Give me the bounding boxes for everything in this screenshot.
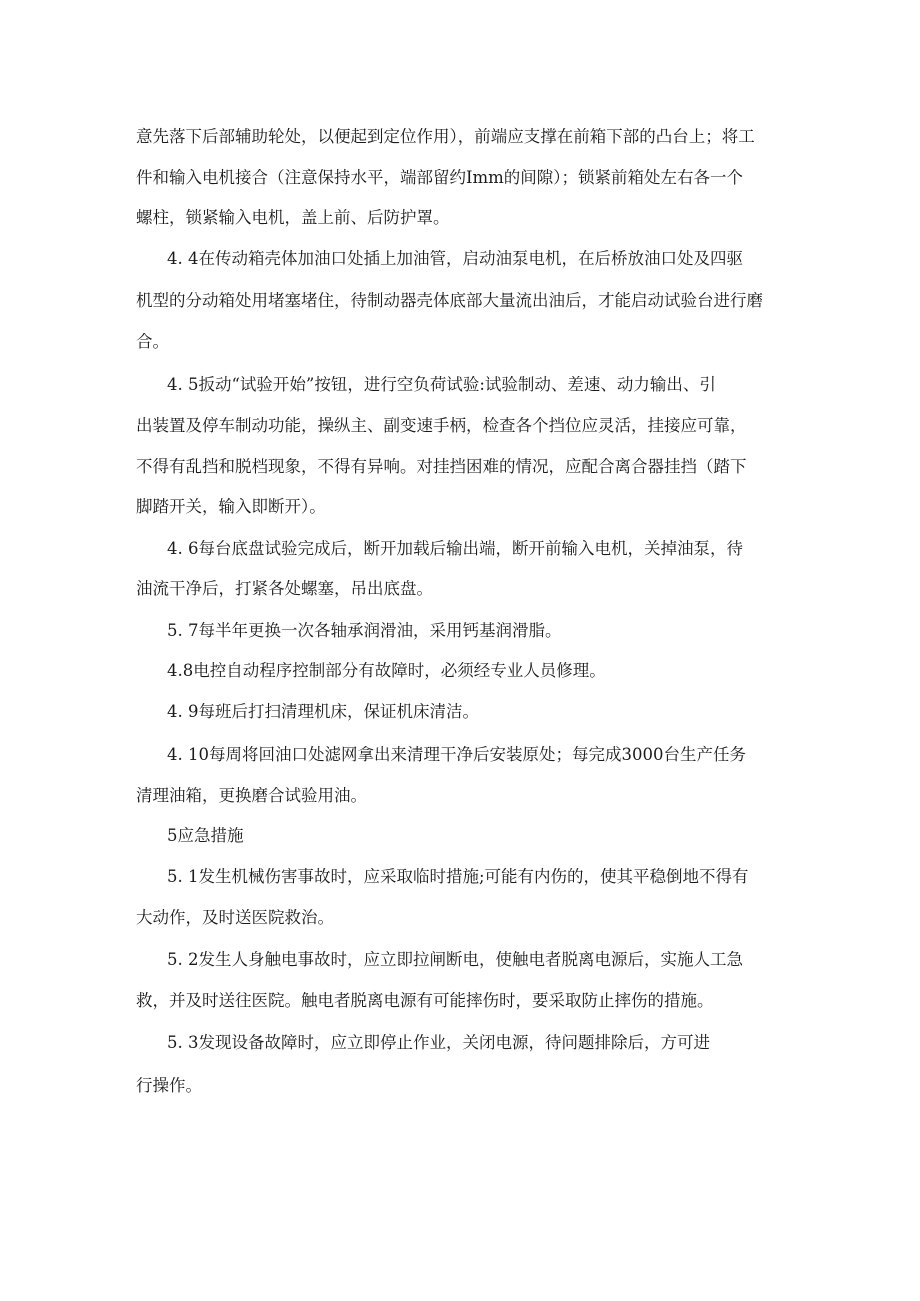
text-line: 螺柱，锁紧输入电机，盖上前、后防护罩。 — [136, 208, 450, 227]
text-line: 5. 3发现设备故障时，应立即停止作业，关闭电源，待问题排除后，方可进 — [167, 1033, 710, 1052]
text-line: 5. 1发生机械伤害事故时，应采取临时措施;可能有内伤的，使其平稳倒地不得有 — [167, 867, 749, 886]
text-line: 大动作，及时送医院救治。 — [136, 908, 334, 927]
text-line: 意先落下后部辅助轮处，以便起到定位作用），前端应支撑在前箱下部的凸台上；将工 — [136, 127, 755, 146]
text-line: 件和输入电机接合（注意保持水平，端部留约Imm的间隙）；锁紧前箱处左右各一个 — [136, 168, 744, 187]
section-heading: 5应急措施 — [167, 826, 244, 845]
text-line: 4. 10每周将回油口处滤网拿出来清理干净后安装原处；每完成3000台生产任务 — [167, 745, 746, 764]
text-line: 救，并及时送往医院。触电者脱离电源有可能摔伤时，要采取防止摔伤的措施。 — [136, 991, 714, 1010]
text-line: 4. 4在传动箱壳体加油口处插上加油管，启动油泵电机，在后桥放油口处及四驱 — [167, 249, 743, 268]
text-line: 出装置及停车制动功能，操纵主、副变速手柄，检查各个挡位应灵活，挂接应可靠， — [136, 416, 747, 435]
text-line: 机型的分动箱处用堵塞堵住，待制动器壳体底部大量流出油后，才能启动试验台进行磨 — [136, 291, 763, 310]
text-line: 行操作。 — [136, 1076, 202, 1095]
text-line: 不得有乱挡和脱档现象，不得有异响。对挂挡困难的情况，应配合离合器挂挡（踏下 — [136, 457, 747, 476]
text-line: 4. 5扳动“试验开始”按钮，进行空负荷试验:试验制动、差速、动力输出、引 — [167, 375, 716, 394]
text-line: 5. 2发生人身触电事故时，应立即拉闸断电，使触电者脱离电源后，实施人工急 — [167, 950, 743, 969]
text-line: 合。 — [136, 332, 169, 351]
text-line: 4. 6每台底盘试验完成后，断开加载后输出端，断开前输入电机，关掉油泵，待 — [167, 539, 743, 558]
text-line: 4. 9每班后打扫清理机床，保证机床清洁。 — [167, 702, 479, 721]
text-line: 4.8电控自动程序控制部分有故障时，必须经专业人员修理。 — [167, 661, 606, 680]
text-line: 清理油箱，更换磨合试验用油。 — [136, 786, 367, 805]
text-line: 油流干净后，打紧各处螺塞，吊出底盘。 — [136, 579, 433, 598]
text-line: 5. 7每半年更换一次各轴承润滑油，采用钙基润滑脂。 — [167, 621, 562, 640]
text-line: 脚踏开关，输入即断开）。 — [136, 497, 326, 516]
